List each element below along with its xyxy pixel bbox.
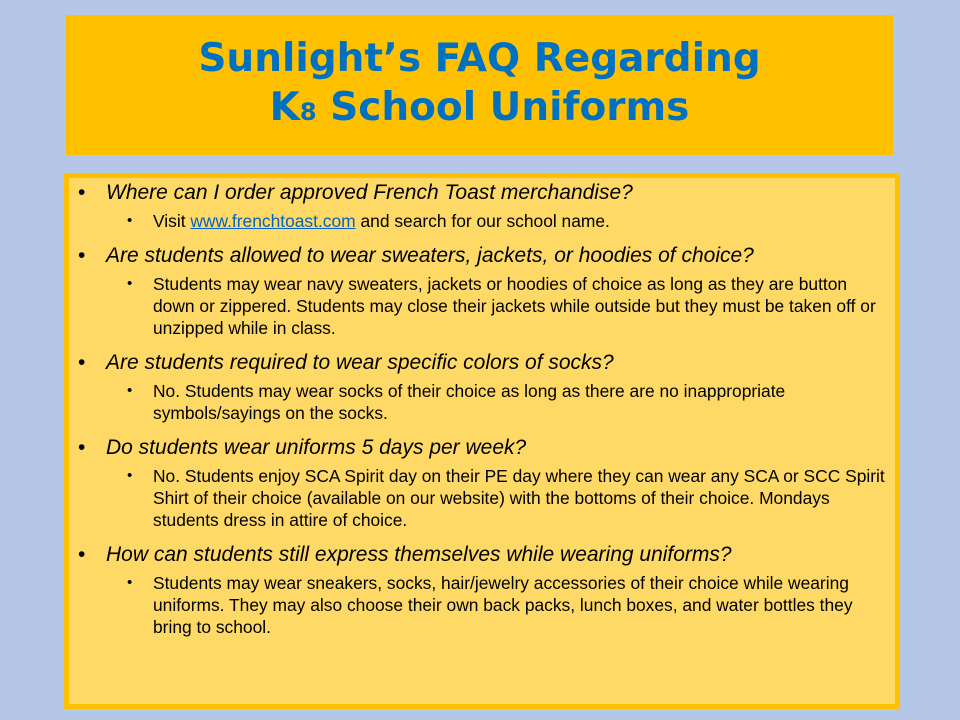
answer-text: No. Students may wear socks of their choice as long as there are no inappropriate symbols/sayings on the socks. <box>153 381 786 423</box>
faq-item <box>69 178 895 232</box>
question-text: Are students allowed to wear sweaters, jackets, or hoodies of choice? <box>106 244 754 267</box>
faq-content-box <box>64 173 900 709</box>
faq-question <box>69 350 895 376</box>
faq-answer <box>69 273 895 339</box>
faq-question <box>69 243 895 269</box>
answer-text: No. Students enjoy SCA Spirit day on their PE day where they can wear any SCA or SCC Spirit Shirt of their choice (available on our website) with the bottoms of their choice. Mondays students dress in attire of choice. <box>153 466 885 530</box>
faq-answer <box>69 465 895 531</box>
answer-text-pre: Visit <box>153 211 191 231</box>
faq-answer <box>69 572 895 638</box>
bullet-icon: • <box>78 543 86 566</box>
question-text: Do students wear uniforms 5 days per week? <box>106 436 527 459</box>
title-grade-subscript: 8 <box>299 97 317 126</box>
bullet-icon: • <box>78 351 86 374</box>
question-text: Where can I order approved French Toast merchandise? <box>106 181 633 204</box>
question-text: How can students still express themselves while wearing uniforms? <box>106 543 732 566</box>
faq-question <box>69 435 895 461</box>
title-box <box>66 15 893 155</box>
title-school-uniforms: School Uniforms <box>316 84 690 130</box>
faq-answer <box>69 210 895 232</box>
faq-item <box>69 542 895 638</box>
frenchtoast-link[interactable]: www.frenchtoast.com <box>190 211 356 231</box>
answer-text: Students may wear sneakers, socks, hair/jewelry accessories of their choice while wearing uniforms. They may also choose their own back packs, lunch boxes, and water bottles they bring to school. <box>153 573 853 637</box>
bullet-icon: • <box>78 436 86 459</box>
faq-answer <box>69 380 895 424</box>
faq-list <box>69 178 895 638</box>
bullet-icon: • <box>127 382 133 399</box>
bullet-icon: • <box>127 212 133 229</box>
answer-text-post: and search for our school name. <box>355 211 610 231</box>
bullet-icon: • <box>78 181 86 204</box>
faq-item <box>69 243 895 339</box>
faq-item <box>69 350 895 424</box>
title-line-1: Sunlight’s FAQ Regarding <box>198 35 761 81</box>
bullet-icon: • <box>127 467 133 484</box>
faq-question <box>69 180 895 206</box>
title-k: K <box>269 84 300 130</box>
bullet-icon: • <box>127 275 133 292</box>
bullet-icon: • <box>78 244 86 267</box>
question-text: Are students required to wear specific colors of socks? <box>106 351 614 374</box>
faq-question <box>69 542 895 568</box>
answer-text: Students may wear navy sweaters, jackets or hoodies of choice as long as they are button down or zippered. Students may close their jackets while outside but they must be taken off or unzipped while in class. <box>153 274 876 338</box>
bullet-icon: • <box>127 574 133 591</box>
faq-item <box>69 435 895 531</box>
title-line-2 <box>270 83 690 137</box>
